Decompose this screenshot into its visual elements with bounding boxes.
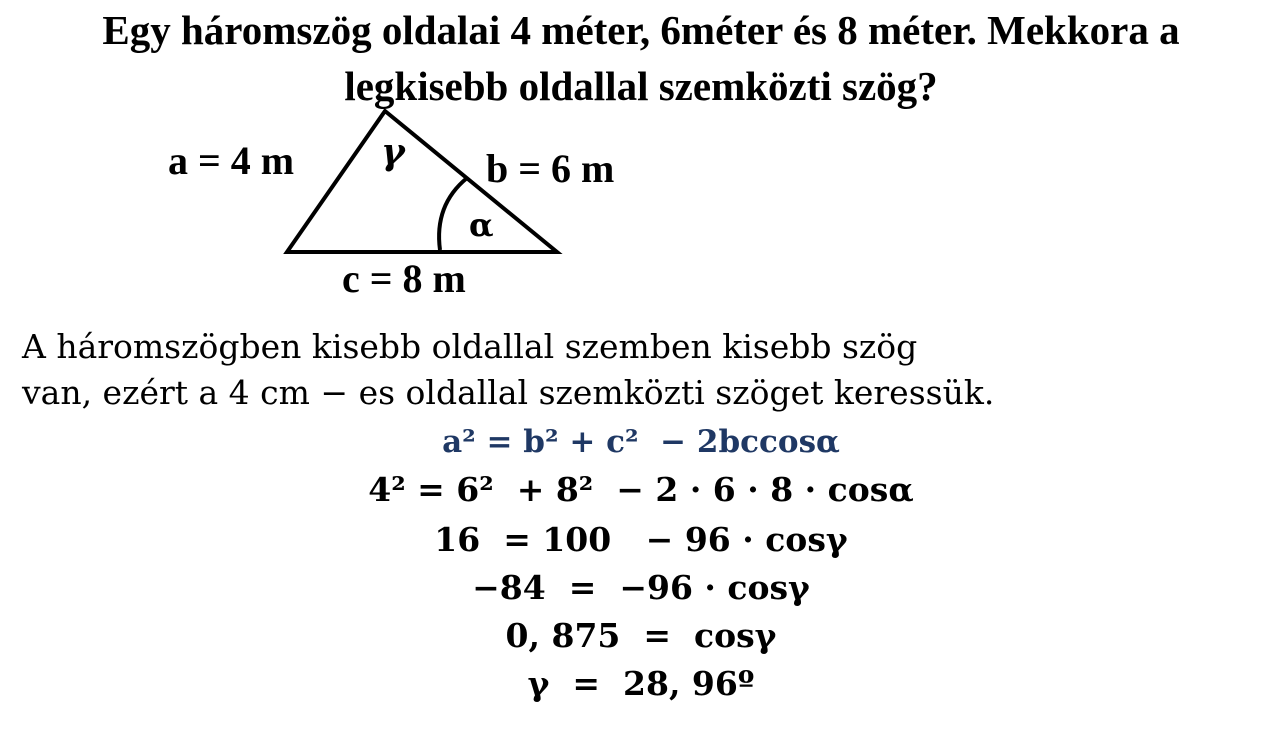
equation-step-1: 4² = 6² + 8² − 2 · 6 · 8 · cosα	[368, 470, 914, 509]
side-b-label: b = 6 m	[486, 146, 615, 191]
side-a-label: a = 4 m	[168, 138, 295, 183]
equation-step-3: −84 = −96 · cosγ	[472, 568, 810, 607]
angle-alpha-label: α	[469, 206, 494, 244]
angle-arc	[439, 178, 467, 250]
equation-result: γ = 28, 96º	[527, 664, 755, 703]
equation-step-2: 16 = 100 − 96 · cosγ	[434, 520, 848, 559]
problem-line-2: legkisebb oldallal szemközti szög?	[344, 63, 938, 109]
explanation-line-2: van, ezért a 4 cm − es oldallal szemközti szöget keressük.	[22, 373, 995, 412]
side-c-label: c = 8 m	[342, 256, 466, 301]
angle-gamma-label: γ	[381, 131, 405, 173]
explanation-line-1: A háromszögben kisebb oldallal szemben kisebb szög	[22, 327, 918, 366]
cosine-rule-formula: a² = b² + c² − 2bccosα	[442, 424, 840, 460]
equation-step-4: 0, 875 = cosγ	[505, 616, 777, 655]
problem-line-1: Egy háromszög oldalai 4 méter, 6méter és 8 méter. Mekkora a	[102, 7, 1180, 53]
explanation-text	[22, 324, 1262, 416]
